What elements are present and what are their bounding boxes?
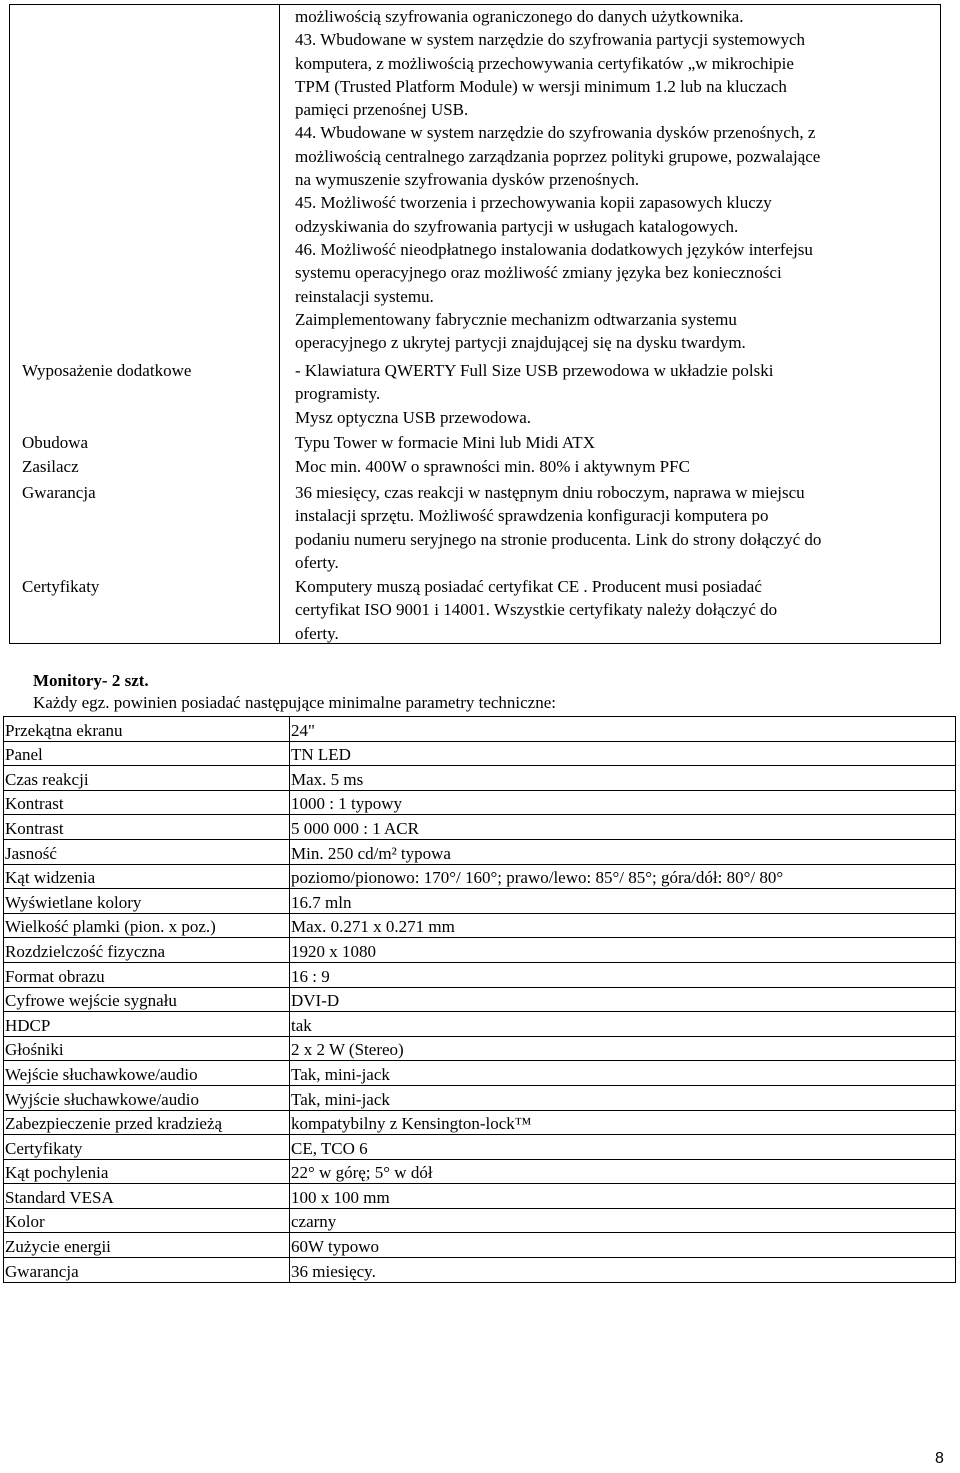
row-value xyxy=(295,359,935,429)
param-name: Gwarancja xyxy=(4,1258,290,1283)
table-row xyxy=(4,1258,956,1283)
text-line: 44. Wbudowane w system narzędzie do szyfrowania dysków przenośnych, z xyxy=(295,123,816,143)
param-value: Tak, mini-jack xyxy=(290,1061,956,1086)
param-name: Zużycie energii xyxy=(4,1233,290,1258)
param-value: czarny xyxy=(290,1208,956,1233)
table-row xyxy=(4,717,956,742)
param-name: Wyświetlane kolory xyxy=(4,889,290,914)
section-intro: Każdy egz. powinien posiadać następujące minimalne parametry techniczne: xyxy=(33,693,556,712)
row-value xyxy=(295,5,935,354)
table-row xyxy=(4,889,956,914)
param-value: 2 x 2 W (Stereo) xyxy=(290,1036,956,1061)
param-name: Wielkość plamki (pion. x poz.) xyxy=(4,913,290,938)
table-row xyxy=(4,1012,956,1037)
param-name: Kolor xyxy=(4,1208,290,1233)
text-line: podaniu numeru seryjnego na stronie producenta. Link do strony dołączyć do xyxy=(295,529,822,549)
param-value: 16.7 mln xyxy=(290,889,956,914)
text-line: oferty. xyxy=(295,552,339,572)
text-line: odzyskiwania do szyfrowania partycji w usługach katalogowych. xyxy=(295,216,739,236)
param-name: Wyjście słuchawkowe/audio xyxy=(4,1085,290,1110)
spec-table-computer xyxy=(9,4,941,644)
param-value: TN LED xyxy=(290,741,956,766)
row-label: Obudowa xyxy=(22,433,89,452)
column-divider xyxy=(279,5,280,643)
text-line: oferty. xyxy=(295,623,339,643)
spec-table-monitors xyxy=(3,716,956,1283)
page-number: 8 xyxy=(935,1450,944,1467)
param-value: poziomo/pionowo: 170°/ 160°; prawo/lewo: 85°/ 85°; góra/dół: 80°/ 80° xyxy=(290,864,956,889)
row-label: Wyposażenie dodatkowe xyxy=(22,361,192,380)
text-line: możliwością szyfrowania ograniczonego do danych użytkownika. xyxy=(295,7,744,26)
param-value: 1920 x 1080 xyxy=(290,938,956,963)
param-name: Format obrazu xyxy=(4,962,290,987)
table-row xyxy=(4,839,956,864)
param-name: Przekątna ekranu xyxy=(4,717,290,742)
param-value: 16 : 9 xyxy=(290,962,956,987)
param-name: Czas reakcji xyxy=(4,766,290,791)
param-value: 5 000 000 : 1 ACR xyxy=(290,815,956,840)
table-row xyxy=(4,1061,956,1086)
text-line: 45. Możliwość tworzenia i przechowywania kopii zapasowych kluczy xyxy=(295,193,772,213)
text-line: możliwością centralnego zarządzania poprzez polityki grupowe, pozwalające xyxy=(295,146,821,166)
param-value: Max. 5 ms xyxy=(290,766,956,791)
text-line: pamięci przenośnej USB. xyxy=(295,100,469,120)
text-line: instalacji sprzętu. Możliwość sprawdzenia konfiguracji komputera po xyxy=(295,506,769,526)
table-row xyxy=(4,790,956,815)
table-row xyxy=(4,1085,956,1110)
text-line: 36 miesięcy, czas reakcji w następnym dniu roboczym, naprawa w miejscu xyxy=(295,483,805,502)
row-value xyxy=(295,431,935,454)
param-value: 24" xyxy=(290,717,956,742)
param-value: 1000 : 1 typowy xyxy=(290,790,956,815)
row-value xyxy=(295,455,935,478)
text-line: - Klawiatura QWERTY Full Size USB przewodowa w układzie polski xyxy=(295,361,774,380)
text-line: TPM (Trusted Platform Module) w wersji minimum 1.2 lub na kluczach xyxy=(295,76,787,96)
table-row xyxy=(4,1233,956,1258)
param-value: CE, TCO 6 xyxy=(290,1135,956,1160)
row-value xyxy=(295,481,935,574)
param-value: Min. 250 cd/m² typowa xyxy=(290,839,956,864)
table-row xyxy=(4,962,956,987)
text-line: systemu operacyjnego oraz możliwość zmiany języka bez konieczności xyxy=(295,263,782,283)
table-row xyxy=(4,1159,956,1184)
table-row xyxy=(4,913,956,938)
param-name: Kąt widzenia xyxy=(4,864,290,889)
param-value: Max. 0.271 x 0.271 mm xyxy=(290,913,956,938)
param-value: 22° w górę; 5° w dół xyxy=(290,1159,956,1184)
param-value: Tak, mini-jack xyxy=(290,1085,956,1110)
table-row xyxy=(4,1036,956,1061)
param-name: Głośniki xyxy=(4,1036,290,1061)
table-row xyxy=(4,987,956,1012)
row-label: Gwarancja xyxy=(22,483,96,502)
text-line: Zaimplementowany fabrycznie mechanizm odtwarzania systemu xyxy=(295,309,737,329)
param-name: Kontrast xyxy=(4,790,290,815)
table-row xyxy=(4,1110,956,1135)
table-row xyxy=(4,766,956,791)
text-line: na wymuszenie szyfrowania dysków przenośnych. xyxy=(295,170,640,190)
text-line: programisty. xyxy=(295,384,381,404)
param-value: DVI-D xyxy=(290,987,956,1012)
row-label: Certyfikaty xyxy=(22,577,100,596)
text-line: operacyjnego z ukrytej partycji znajdującej się na dysku twardym. xyxy=(295,333,746,353)
table-row xyxy=(4,1208,956,1233)
param-name: Wejście słuchawkowe/audio xyxy=(4,1061,290,1086)
row-value xyxy=(295,575,935,645)
table-row xyxy=(4,938,956,963)
param-name: Zabezpieczenie przed kradzieżą xyxy=(4,1110,290,1135)
table-row xyxy=(4,864,956,889)
table-row xyxy=(4,815,956,840)
param-name: Rozdzielczość fizyczna xyxy=(4,938,290,963)
table-row xyxy=(4,741,956,766)
param-name: Kąt pochylenia xyxy=(4,1159,290,1184)
text-line: certyfikat ISO 9001 i 14001. Wszystkie certyfikaty należy dołączyć do xyxy=(295,600,778,620)
param-value: kompatybilny z Kensington-lock™ xyxy=(290,1110,956,1135)
text-line: 46. Możliwość nieodpłatnego instalowania dodatkowych języków interfejsu xyxy=(295,239,813,259)
row-label: Zasilacz xyxy=(22,457,79,476)
param-name: Standard VESA xyxy=(4,1184,290,1209)
text-line: Moc min. 400W o sprawności min. 80% i aktywnym PFC xyxy=(295,457,690,476)
text-line: komputera, z możliwością przechowywania certyfikatów „w mikrochipie xyxy=(295,53,794,73)
param-name: Cyfrowe wejście sygnału xyxy=(4,987,290,1012)
param-value: 36 miesięcy. xyxy=(290,1258,956,1283)
param-value: tak xyxy=(290,1012,956,1037)
param-name: Certyfikaty xyxy=(4,1135,290,1160)
param-name: Panel xyxy=(4,741,290,766)
param-name: Kontrast xyxy=(4,815,290,840)
section-title-monitors: Monitory- 2 szt. xyxy=(33,671,149,690)
text-line: 43. Wbudowane w system narzędzie do szyfrowania partycji systemowych xyxy=(295,30,806,50)
text-line: reinstalacji systemu. xyxy=(295,286,434,306)
param-name: HDCP xyxy=(4,1012,290,1037)
param-value: 60W typowo xyxy=(290,1233,956,1258)
param-name: Jasność xyxy=(4,839,290,864)
text-line: Typu Tower w formacie Mini lub Midi ATX xyxy=(295,433,595,452)
text-line: Mysz optyczna USB przewodowa. xyxy=(295,407,532,427)
param-value: 100 x 100 mm xyxy=(290,1184,956,1209)
table-row xyxy=(4,1135,956,1160)
text-line: Komputery muszą posiadać certyfikat CE . Producent musi posiadać xyxy=(295,577,762,596)
table-row xyxy=(4,1184,956,1209)
